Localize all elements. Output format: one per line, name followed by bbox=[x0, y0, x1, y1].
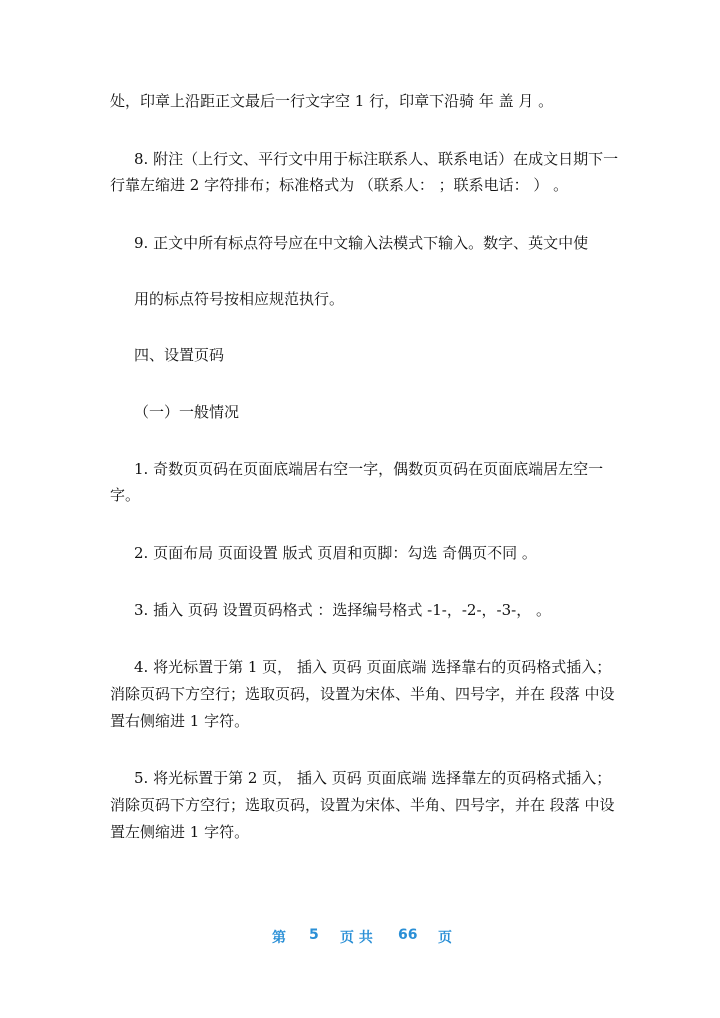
footer-current-page: 5 bbox=[309, 927, 319, 943]
subsection-heading: （一）一般情况 bbox=[134, 403, 240, 421]
paragraph-line: 8. 附注（上行文、平行文中用于标注联系人、联系电话）在成文日期下一 bbox=[134, 150, 619, 168]
paragraph-line: 消除页码下方空行；选取页码，设置为宋体、半角、四号字，并在 段落 中设 bbox=[110, 685, 615, 703]
footer-ye: 页 bbox=[438, 930, 452, 946]
paragraph-line: 置右侧缩进 1 字符。 bbox=[110, 712, 250, 730]
footer-di: 第 bbox=[272, 930, 286, 946]
paragraph-line: 置左侧缩进 1 字符。 bbox=[110, 823, 250, 841]
paragraph-line: 用的标点符号按相应规范执行。 bbox=[134, 290, 345, 308]
section-heading: 四、设置页码 bbox=[134, 346, 225, 364]
paragraph-line: 1. 奇数页页码在页面底端居右空一字，偶数页页码在页面底端居左空一 bbox=[134, 460, 604, 478]
paragraph-line: 4. 将光标置于第 1 页， 插入 页码 页面底端 选择靠右的页码格式插入； bbox=[134, 658, 612, 676]
paragraph-line: 9. 正文中所有标点符号应在中文输入法模式下输入。数字、英文中使 bbox=[134, 234, 589, 252]
paragraph-line: 3. 插入 页码 设置页码格式 ：选择编号格式 -1-，-2-，-3-， 。 bbox=[134, 601, 551, 619]
paragraph-line: 2. 页面布局 页面设置 版式 页眉和页脚：勾选 奇偶页不同 。 bbox=[134, 544, 537, 562]
paragraph-line: 5. 将光标置于第 2 页， 插入 页码 页面底端 选择靠左的页码格式插入； bbox=[134, 769, 612, 787]
footer-ye-gong: 页 共 bbox=[340, 930, 373, 946]
footer-total-pages: 66 bbox=[398, 927, 418, 943]
paragraph-line: 处，印章上沿距正文最后一行文字空 1 行，印章下沿骑 年 盖 月 。 bbox=[110, 92, 554, 110]
paragraph-line: 字。 bbox=[110, 486, 141, 504]
paragraph-line: 消除页码下方空行；选取页码，设置为宋体、半角、四号字，并在 段落 中设 bbox=[110, 796, 615, 814]
paragraph-line: 行靠左缩进 2 字符排布；标准格式为 （联系人： ；联系电话： ） 。 bbox=[110, 176, 569, 194]
